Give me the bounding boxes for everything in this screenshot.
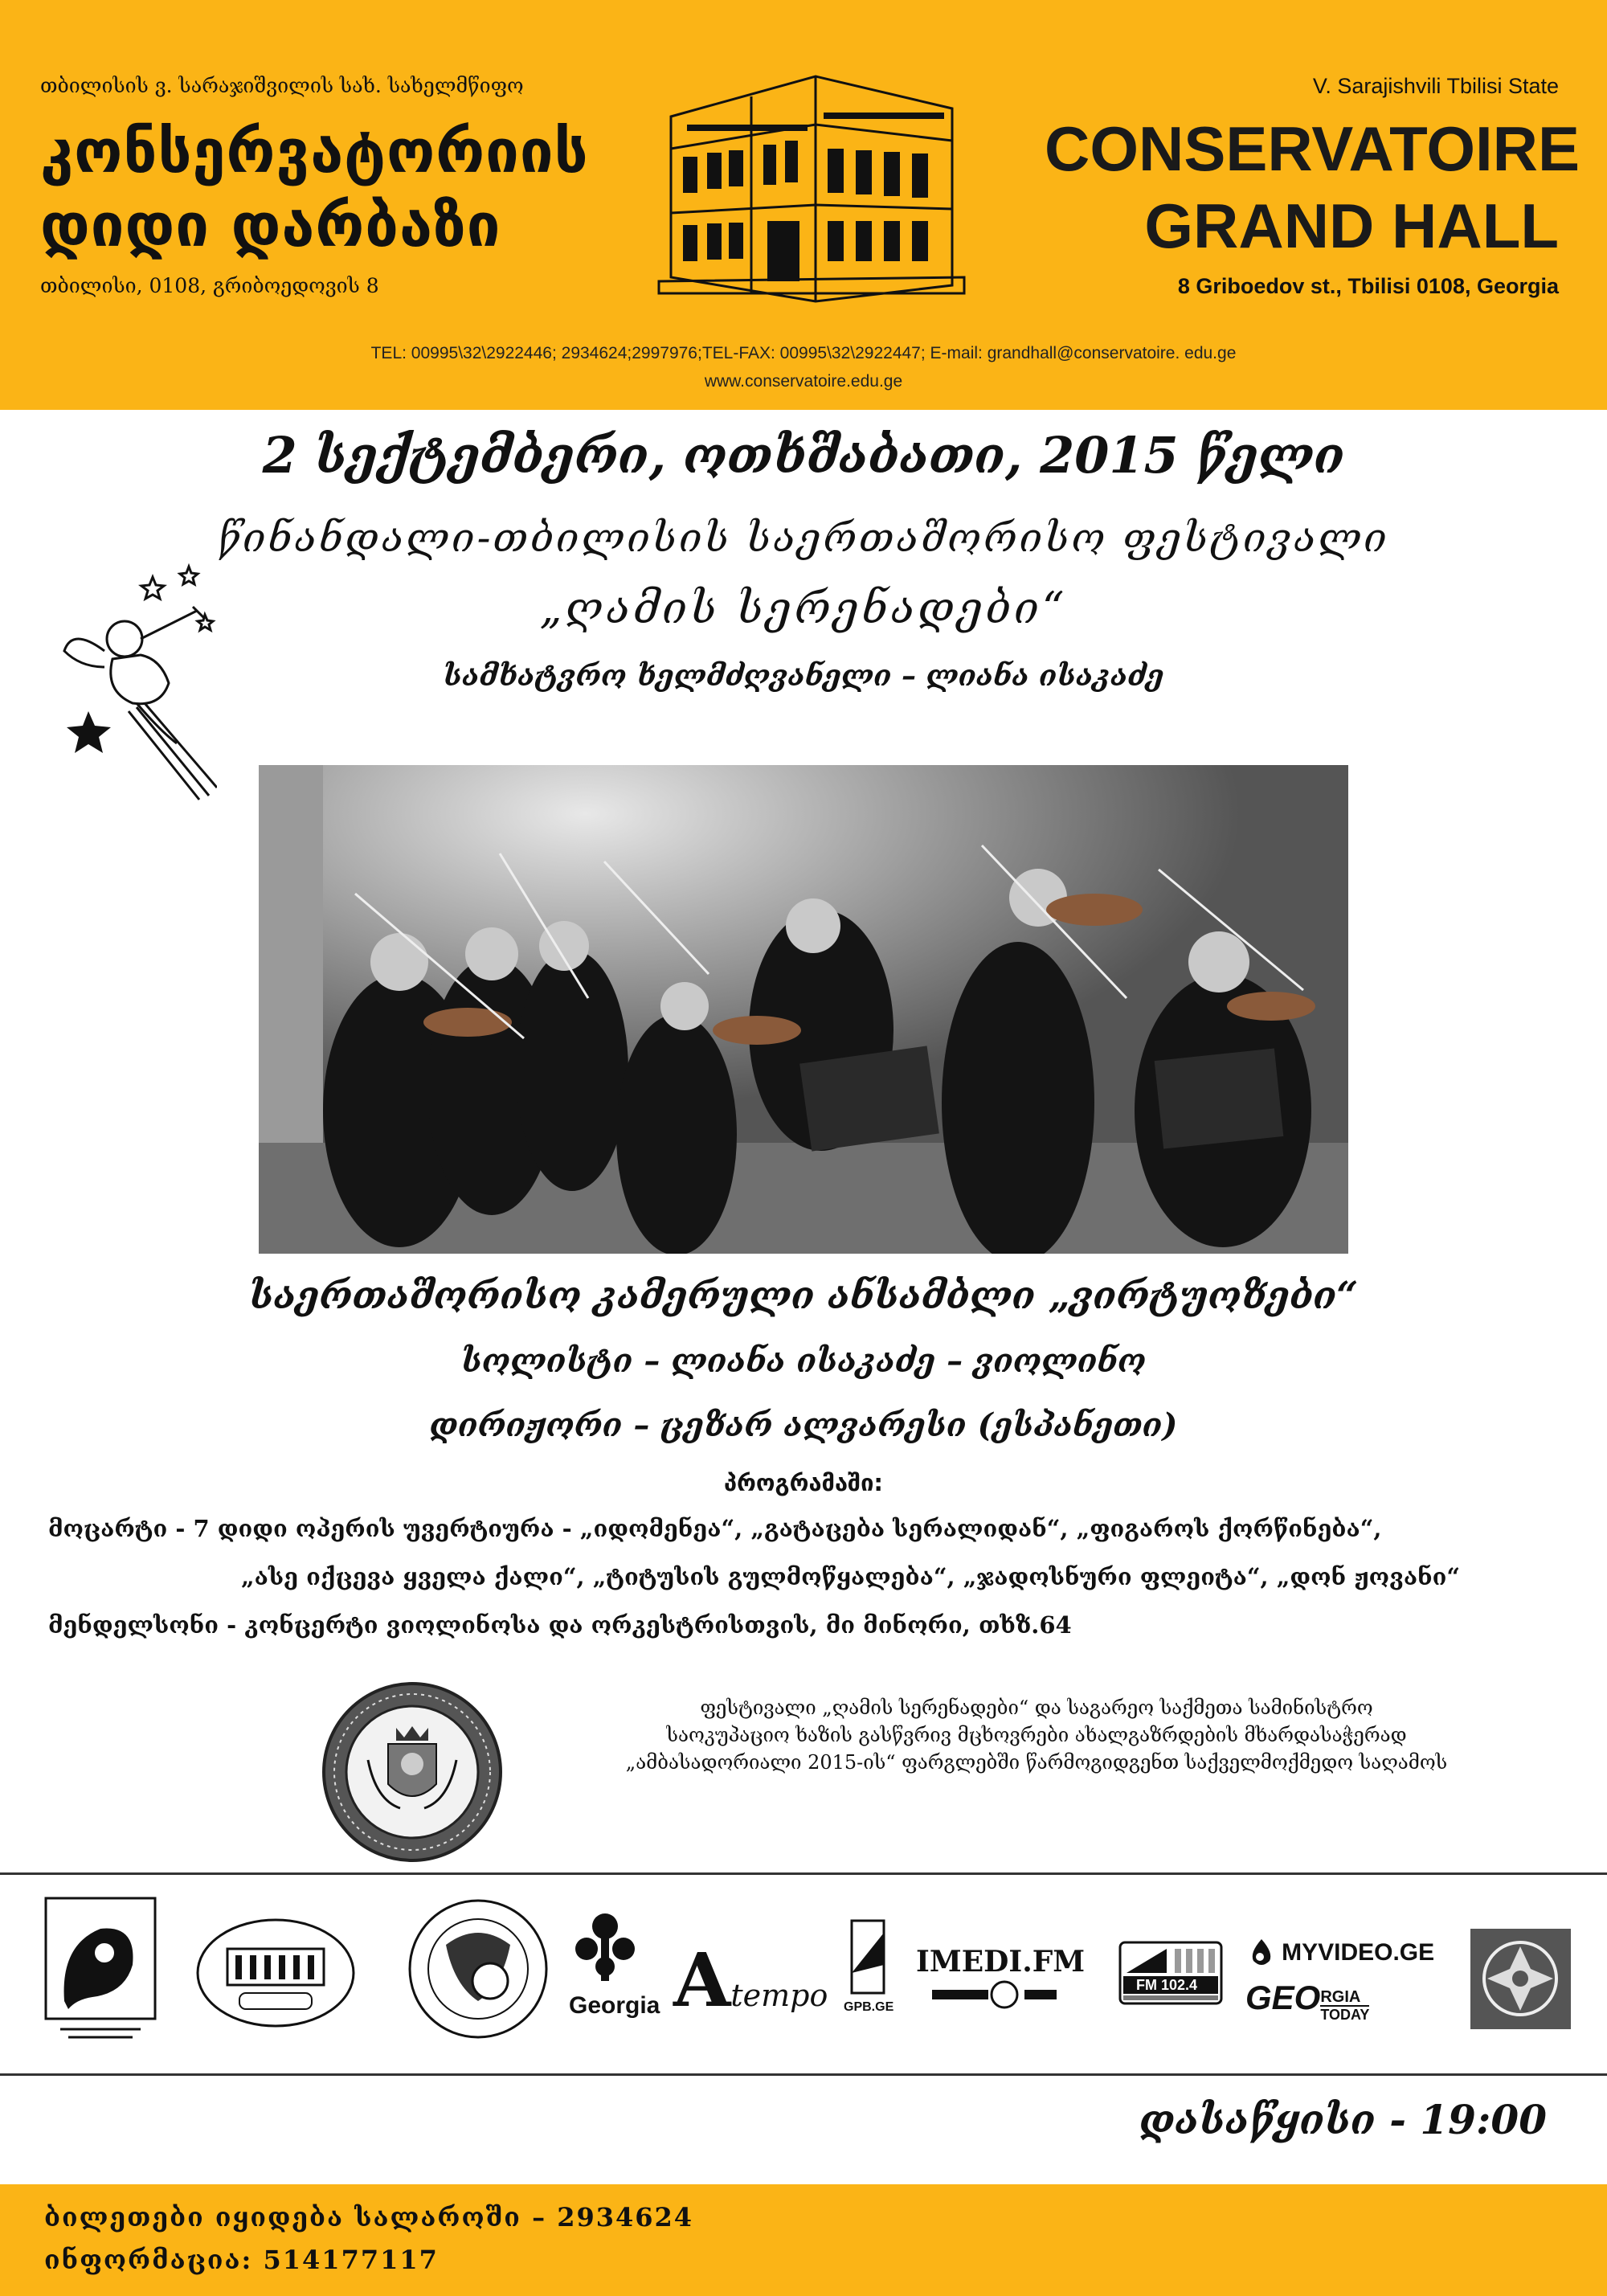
gpb-logo-icon bbox=[844, 1917, 892, 1997]
divider-bottom bbox=[0, 2073, 1607, 2076]
sponsor-atempo bbox=[673, 1937, 834, 2089]
conductor: დირიჟორი – ცეზარ ალვარესი (ესპანეთი) bbox=[429, 1406, 1178, 1444]
header-en-title-2: GRAND HALL bbox=[1144, 190, 1559, 261]
geo-label: GEO bbox=[1245, 1979, 1321, 2016]
ensemble-photo bbox=[259, 765, 1348, 1254]
today-label: TODAY bbox=[1320, 2006, 1370, 2023]
header-website[interactable]: www.conservatoire.edu.ge bbox=[704, 372, 903, 391]
sponsor-ministry-culture bbox=[44, 1897, 165, 2049]
cross-emblem-icon bbox=[1470, 1929, 1571, 2029]
ensemble-photo-illustration bbox=[259, 765, 1348, 1254]
header-band bbox=[0, 0, 1607, 410]
footer-info: ინფორმაცია: 514177117 bbox=[44, 2245, 439, 2275]
program-line-2: „ასე იქცევა ყველა ქალი“, „ტიტუსის გულმოწყალება“, „ჯადოსნური ფლეიტა“, „დონ ჟოვანი“ bbox=[241, 1563, 1461, 1590]
header-en-subtitle: V. Sarajishvili Tbilisi State bbox=[1312, 74, 1559, 98]
charity-note-line-2: საოკუპაციო ხაზის გასწვრივ მცხოვრები ახალგაზრდების მხარდასაჭერად bbox=[666, 1724, 1407, 1746]
art-director: სამხატვრო ხელმძღვანელი – ლიანა ისაკაძე bbox=[443, 659, 1164, 693]
festival-title: წინანდალი-თბილისის საერთაშორისო ფესტივალი bbox=[218, 514, 1389, 561]
header-ge-address: თბილისი, 0108, გრიბოედოვის 8 bbox=[40, 274, 379, 297]
header-en-title-1: CONSERVATOIRE bbox=[1045, 113, 1580, 184]
fm-logo-icon bbox=[1118, 1941, 1223, 2005]
myvideo-row bbox=[1245, 1937, 1438, 1969]
myvideo-drop-icon bbox=[1245, 1937, 1278, 1969]
parliament-logo-icon bbox=[195, 1917, 356, 2029]
griffin-logo-icon bbox=[44, 1897, 157, 2045]
sponsor-cultural-centre bbox=[406, 1897, 558, 2049]
charity-note-line-3: „ამბასადორიალი 2015-ის“ ფარგლებში წარმოგიდგენთ საქველმოქმედო საღამოს bbox=[625, 1751, 1448, 1774]
cultural-centre-logo-icon bbox=[406, 1897, 550, 2041]
header-en-address: 8 Griboedov st., Tbilisi 0108, Georgia bbox=[1177, 274, 1559, 298]
event-date: 2 სექტემბერი, ოთხშაბათი, 2015 წელი bbox=[262, 426, 1345, 485]
program-label: პროგრამაში: bbox=[723, 1469, 884, 1496]
footer-tickets: ბილეთები იყიდება სალაროში – 2934624 bbox=[44, 2202, 694, 2233]
myvideo-label: MYVIDEO.GE bbox=[1282, 1939, 1435, 1966]
imedi-label: IMEDI.FM bbox=[916, 1945, 1086, 1979]
sponsor-fm bbox=[1118, 1941, 1231, 2093]
georgia-today-logo bbox=[1245, 1979, 1438, 2023]
header-english-block bbox=[1045, 74, 1580, 299]
georgia-cross-icon bbox=[569, 1909, 641, 1989]
fm-label: FM 102.4 bbox=[1136, 1977, 1198, 1993]
program-line-3: მენდელსონი - კონცერტი ვიოლინოსა და ორკესტრისთვის, მი მინორი, თხზ.64 bbox=[48, 1611, 1072, 1639]
atempo-label: tempo bbox=[730, 1978, 828, 2013]
header-contact: TEL: 00995\32\2922446; 2934624;2997976;TEL-FAX: 00995\32\2922447; E-mail: grandhall@conservatoire. edu.ge bbox=[370, 344, 1237, 362]
ensemble-name: საერთაშორისო კამერული ანსამბლი „ვირტუოზები“ bbox=[248, 1274, 1359, 1318]
soloist: სოლისტი – ლიანა ისაკაძე – ვიოლინო bbox=[460, 1342, 1147, 1380]
footer-band bbox=[0, 2184, 1607, 2296]
sponsor-parliament bbox=[195, 1897, 360, 2049]
header-georgian-block bbox=[40, 74, 603, 297]
header-ge-subtitle: თბილისის ვ. სარაჯიშვილის სახ. სახელმწიფო bbox=[40, 74, 524, 97]
charity-note-line-1: ფესტივალი „ღამის სერენადები“ და საგარეო საქმეთა სამინისტრო bbox=[700, 1696, 1373, 1719]
atempo-a: A bbox=[673, 1937, 731, 2024]
gpb-label: GPB.GE bbox=[844, 2000, 894, 2014]
program-line-1: მოცარტი - 7 დიდი ოპერის უვერტიურა - „იდომენეა“, „გატაცება სერალიდან“, „ფიგაროს ქორწინება“, bbox=[48, 1515, 1382, 1542]
imedi-radio-icon bbox=[916, 1979, 1061, 2011]
angel-trumpet-icon bbox=[56, 563, 217, 804]
header-ge-title-2: დიდი დარბაზი bbox=[40, 191, 501, 260]
festival-name: „ღამის სერენადები“ bbox=[539, 583, 1068, 633]
start-time: დასაწყისი - 19:00 bbox=[1139, 2096, 1547, 2143]
header-ge-title-1: კონსერვატორიის bbox=[40, 117, 589, 186]
rgia-label: RGIA bbox=[1320, 1989, 1369, 2007]
sponsor-gpb bbox=[844, 1917, 908, 2069]
georgia-label: Georgia bbox=[569, 1992, 660, 2019]
ministry-emblem-icon bbox=[320, 1680, 505, 1864]
divider-top bbox=[0, 1872, 1607, 1875]
sponsor-georgia-tourism bbox=[569, 1897, 660, 2049]
sponsor-myvideo bbox=[1245, 1937, 1438, 2089]
conservatoire-building-icon bbox=[655, 60, 968, 309]
charity-note bbox=[554, 1694, 1519, 1776]
sponsor-cross-emblem bbox=[1470, 1929, 1575, 2081]
